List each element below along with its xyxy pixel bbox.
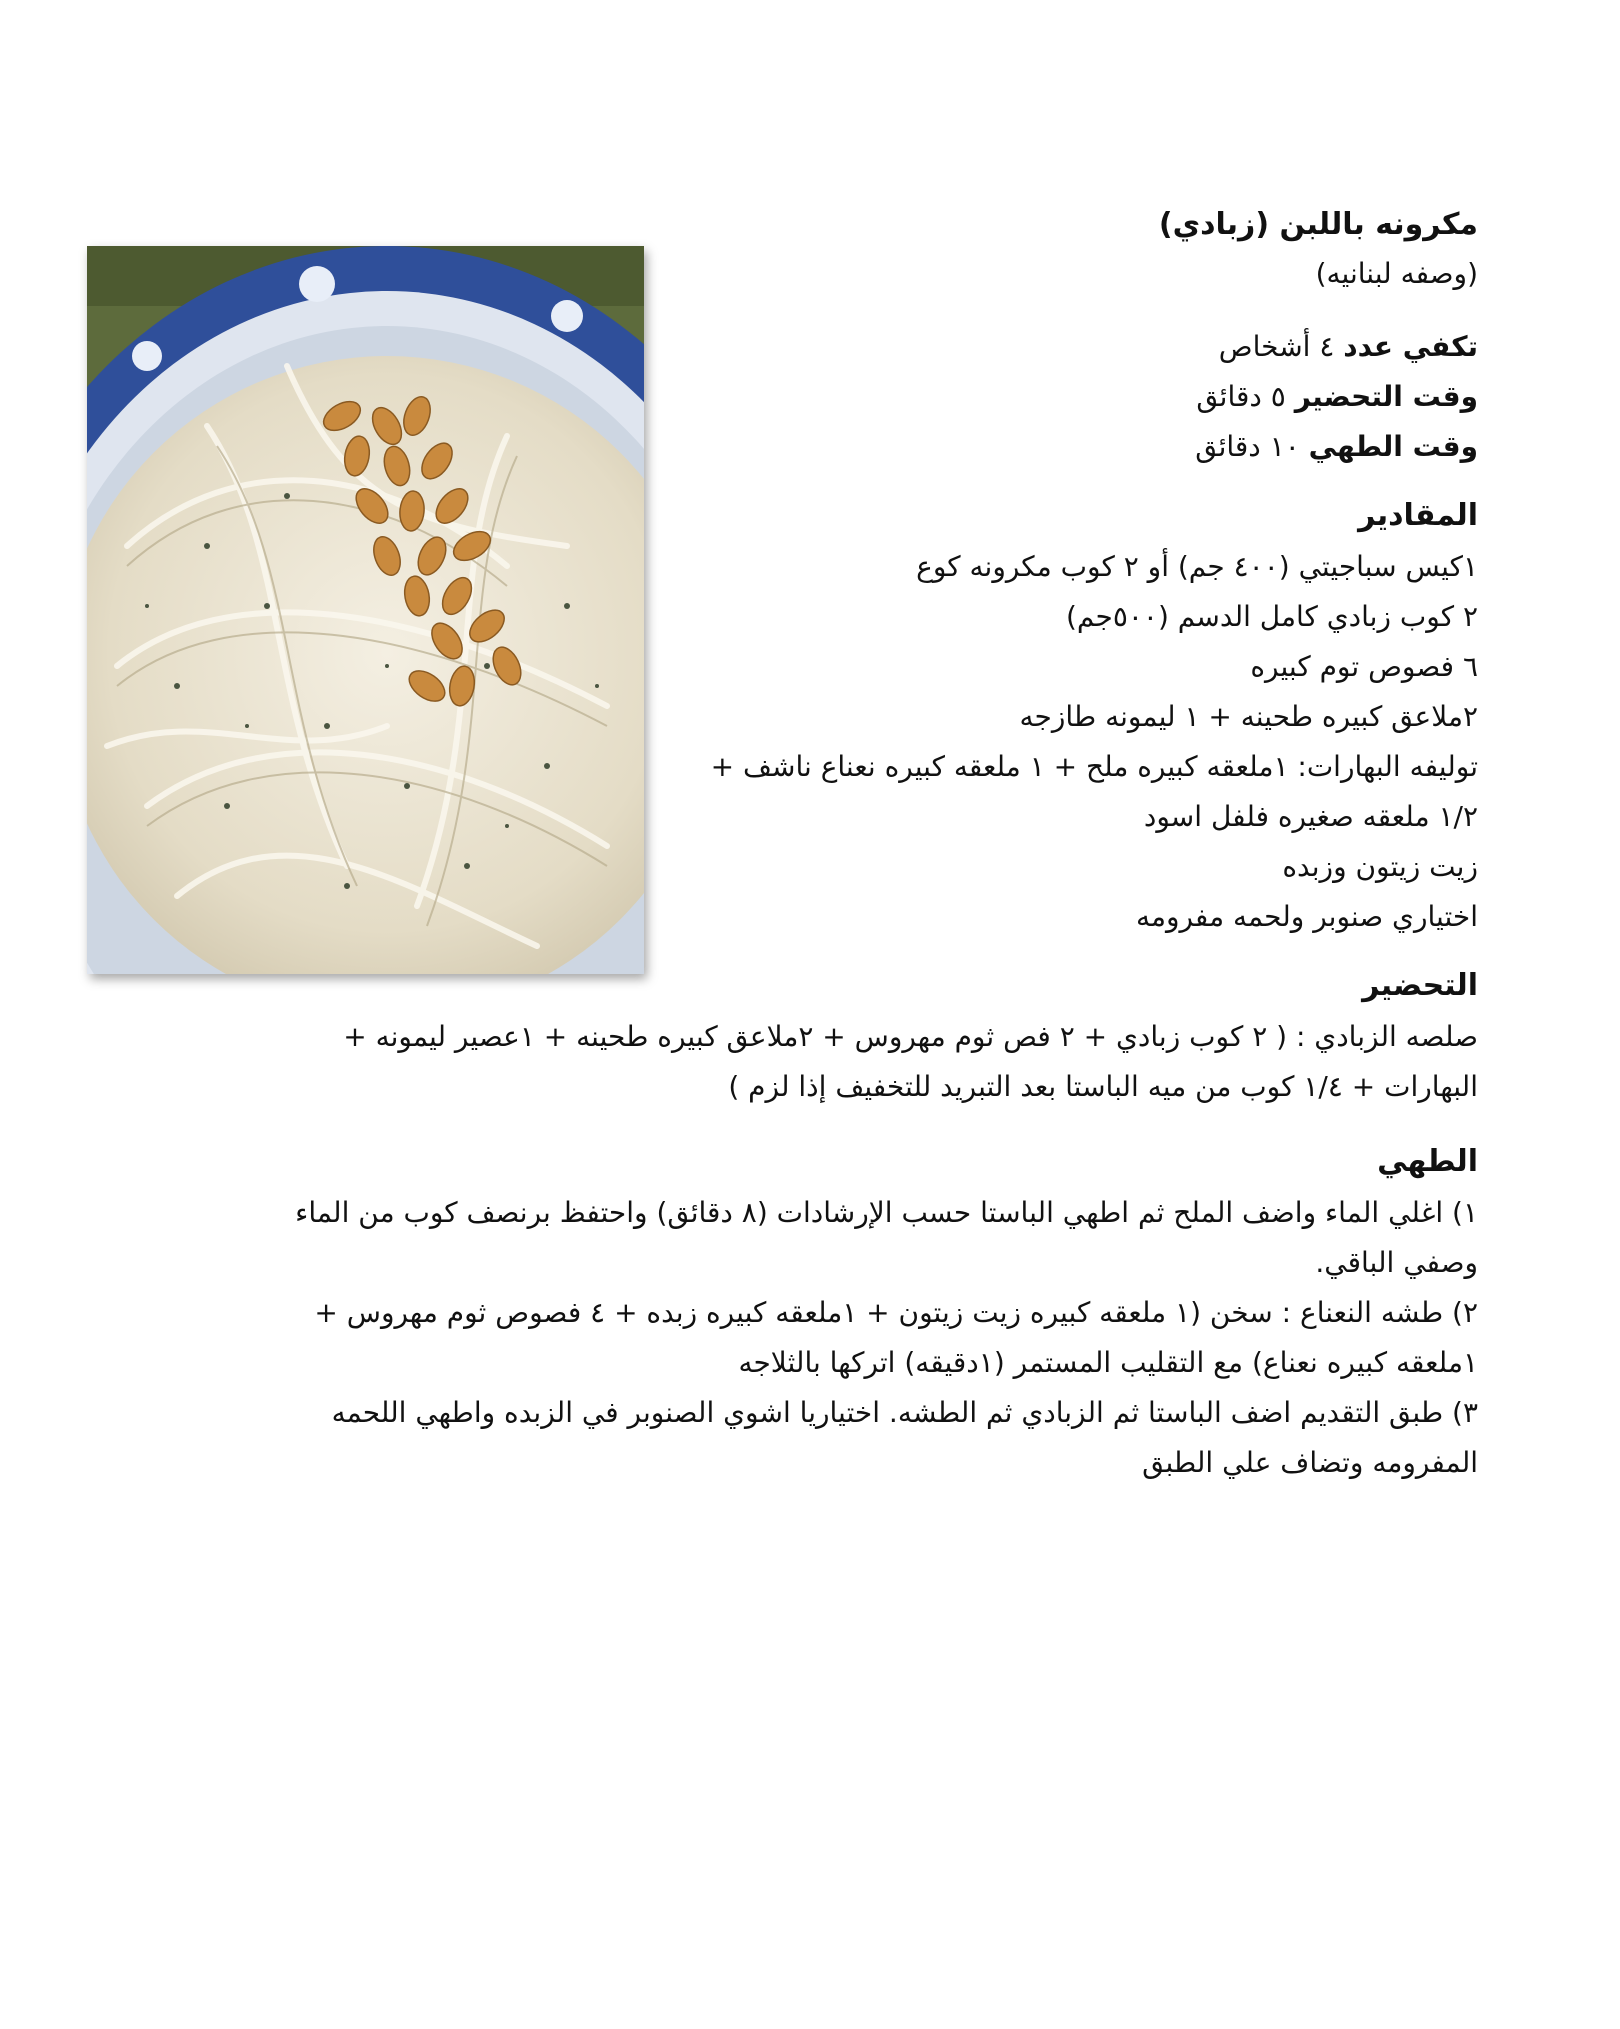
cooking-heading: الطهي — [1377, 1144, 1478, 1179]
recipe-text — [58, 200, 1478, 1488]
preparation-line: صلصه الزبادي : ( ٢ كوب زبادي + ٢ فص ثوم مهروس + ٢ملاعق كبيره طحينه + ١عصير ليمونه + — [343, 1020, 1478, 1053]
ingredient-item: ٦ فصوص توم كبيره — [1250, 650, 1478, 683]
cook-time-value: ١٠ دقائق — [1195, 430, 1300, 463]
ingredient-item: ٢ كوب زبادي كامل الدسم (٥٠٠جم) — [1065, 600, 1478, 633]
ingredient-item: ١كيس سباجيتي (٤٠٠ جم) أو ٢ كوب مكرونه كوع — [916, 550, 1478, 583]
preparation-text — [58, 1012, 1478, 1112]
recipe-title: مكرونه باللبن (زبادي) — [1158, 207, 1478, 242]
cooking-step-line: ١) اغلي الماء واضف الملح ثم اطهي الباستا حسب الإرشادات (٨ دقائق) واحتفظ برنصف كوب من الماء — [295, 1196, 1478, 1229]
prep-time-value: ٥ دقائق — [1196, 380, 1286, 413]
cooking-step-line: ١ملعقه كبيره نعناع) مع التقليب المستمر (١دقيقه) اتركها بالثلاجه — [738, 1346, 1478, 1379]
ingredient-item: اختياري صنوبر ولحمه مفرومه — [1135, 900, 1478, 933]
preparation-heading: التحضير — [1362, 968, 1478, 1003]
prep-time-label: وقت التحضير — [1294, 380, 1478, 413]
cooking-step-line: وصفي الباقي. — [1315, 1246, 1478, 1279]
prep-time-row — [58, 372, 1478, 422]
cook-time-label: وقت الطهي — [1308, 430, 1478, 463]
ingredient-item: ٢ملاعق كبيره طحينه + ١ ليمونه طازجه — [1019, 700, 1478, 733]
serves-value: ٤ أشخاص — [1218, 330, 1335, 363]
ingredients-heading: المقادير — [1358, 498, 1478, 533]
recipe-subtitle: (وصفه لبنانيه) — [1315, 257, 1478, 290]
cook-time-row — [58, 422, 1478, 472]
preparation-line: البهارات + ١/٤ كوب من ميه الباستا بعد التبريد للتخفيف إذا لزم ) — [728, 1070, 1478, 1103]
cooking-steps — [58, 1188, 1478, 1488]
ingredient-item: ١/٢ ملعقه صغيره فلفل اسود — [1143, 800, 1478, 833]
cooking-step-line: ٢) طشه النعناع : سخن (١ ملعقه كبيره زيت زيتون + ١ملعقه كبيره زبده + ٤ فصوص ثوم مهروس + — [314, 1296, 1478, 1329]
ingredients-list — [58, 542, 1478, 942]
ingredient-item: زيت زيتون وزبده — [1282, 850, 1478, 883]
serves-label: تكفي عدد — [1343, 330, 1478, 363]
ingredient-item: توليفه البهارات: ١ملعقه كبيره ملح + ١ ملعقه كبيره نعناع ناشف + — [710, 750, 1478, 783]
serves-row — [58, 322, 1478, 372]
cooking-step-line: المفرومه وتضاف علي الطبق — [1142, 1446, 1478, 1479]
cooking-step-line: ٣) طبق التقديم اضف الباستا ثم الزبادي ثم الطشه. اختياريا اشوي الصنوبر في الزبده واطهي اللحمه — [331, 1396, 1478, 1429]
